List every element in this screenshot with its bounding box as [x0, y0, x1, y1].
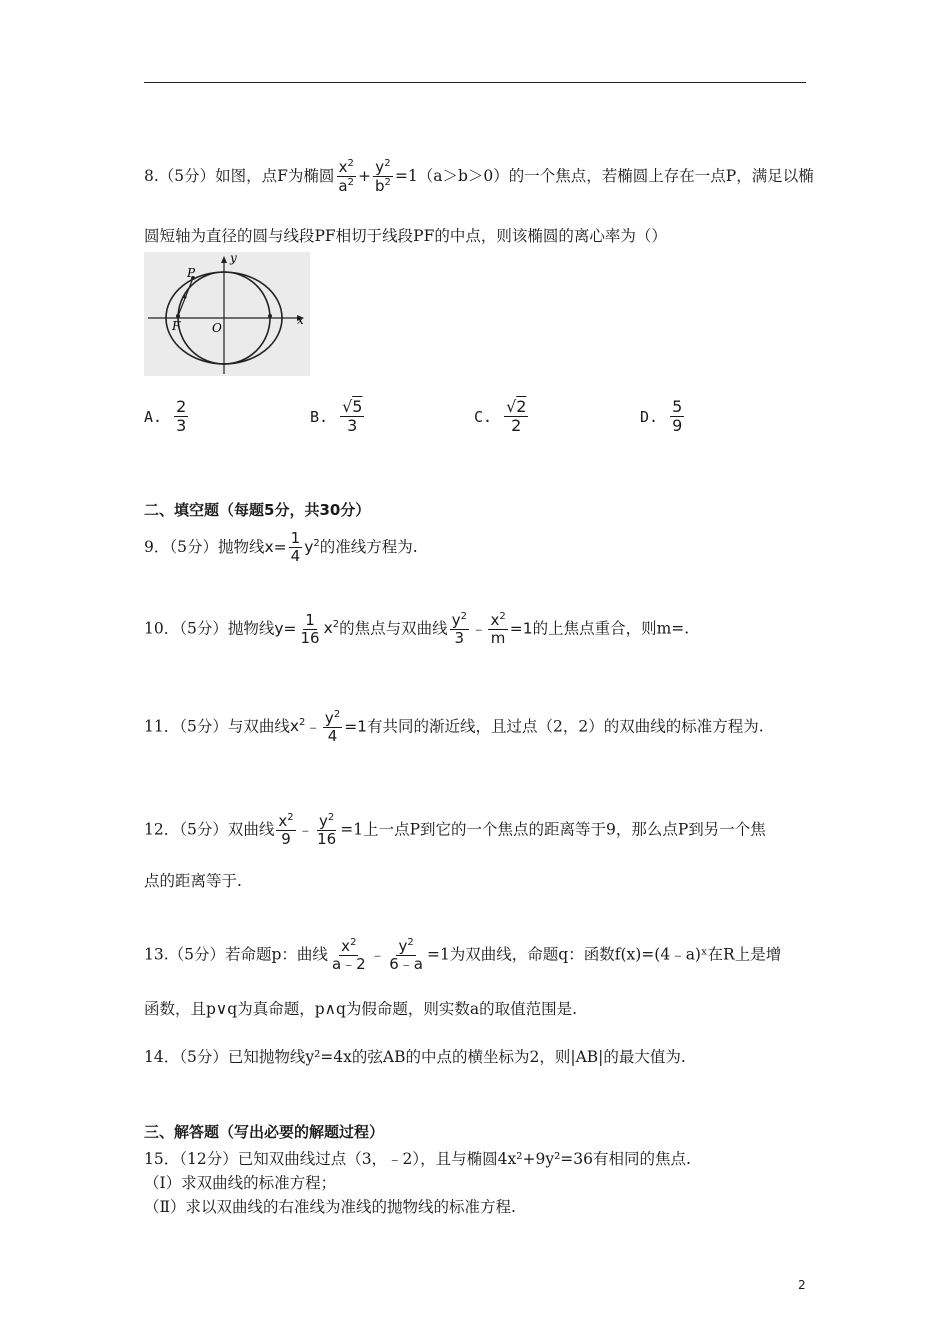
o-label: O — [212, 321, 222, 335]
question-12-line2: 点的距离等于. — [144, 872, 242, 890]
ellipse-figure — [144, 252, 310, 376]
midpoint-pf — [183, 295, 186, 298]
option-d[interactable]: D. $\frac{5}{9}$ — [640, 397, 683, 436]
p-label: P — [187, 266, 196, 280]
question-9: 9．（5分）抛物线x= $\frac{1}{4}$ $y^2$的准线方程为. — [144, 529, 418, 566]
question-8-line1 — [144, 158, 814, 196]
y-axis-label: y — [230, 252, 237, 265]
question-13-line2: 函数，且p∨q为真命题，p∧q为假命题，则实数a的取值范围是. — [144, 1000, 578, 1018]
x-axis-label: x — [297, 313, 304, 327]
page-number: 2 — [798, 1278, 806, 1292]
focus-point — [176, 314, 180, 318]
q8-text-before: 8.（5分）如图，点F为椭圆 — [144, 166, 335, 185]
f-label: F — [172, 319, 181, 333]
question-11: 11．（5分）与双曲线$x^2﹣$ $\frac{y^2}{4}$ =1有共同的渐近线，且过点（2，2）的双曲线的标准方程为. — [144, 709, 764, 746]
section-3-title: 三、解答题（写出必要的解题过程） — [144, 1123, 385, 1141]
section-2-title: 二、填空题（每题5分，共30分） — [144, 501, 371, 519]
option-b[interactable]: B. $\frac{√5}{3}$ — [310, 397, 363, 436]
q8-fraction-y: $\frac{y^2}{b^2}$ — [374, 158, 391, 196]
q8-plus: + — [357, 166, 371, 185]
question-12-line1: 12．（5分）双曲线 $\frac{x^2}{9}$ ﹣ $\frac{y^2}{16}$ =1上一点P到它的一个焦点的距离等于9，那么点P到另一个焦 — [144, 812, 766, 849]
question-8-line2: 圆短轴为直径的圆与线段PF相切于线段PF的中点，则该椭圆的离心率为（） — [144, 227, 667, 245]
ellipse-diagram — [144, 252, 310, 376]
q8-text-after: =1（a＞b＞0）的一个焦点，若椭圆上存在一点P，满足以椭 — [394, 166, 814, 185]
question-10: 10．（5分）抛物线y= $\frac{1}{16}$ $x^2$的焦点与双曲线 $\frac{y^2}{3}$ ﹣ $\frac{x^2}{m}$ =1的上焦点重合，则m=. — [144, 610, 690, 648]
q8-fraction-x: $\frac{x^2}{a^2}$ — [338, 158, 354, 196]
y-axis-arrow — [221, 256, 227, 263]
header-rule — [144, 82, 806, 83]
question-13-line1: 13.（5分）若命题p：曲线 $\frac{x^2}{a﹣2}$ ﹣ $\frac{y^2}{6﹣a}$ =1为双曲线，命题q：函数f(x)=(4﹣a)ˣ在R上是增 — [144, 937, 782, 974]
question-15-part2: （Ⅱ）求以双曲线的右准线为准线的抛物线的标准方程. — [144, 1198, 516, 1216]
option-a[interactable]: A. $\frac{2}{3}$ — [144, 397, 187, 436]
question-15-part1: （Ⅰ）求双曲线的标准方程； — [144, 1174, 337, 1192]
question-14: 14．（5分）已知抛物线y²=4x的弦AB的中点的横坐标为2，则|AB|的最大值为. — [144, 1048, 686, 1066]
right-focus-point — [268, 314, 272, 318]
question-15-line1: 15．（12分）已知双曲线过点（3，﹣2），且与椭圆4x²+9y²=36有相同的焦点. — [144, 1150, 691, 1168]
option-c[interactable]: C. $\frac{√2}{2}$ — [474, 397, 527, 436]
